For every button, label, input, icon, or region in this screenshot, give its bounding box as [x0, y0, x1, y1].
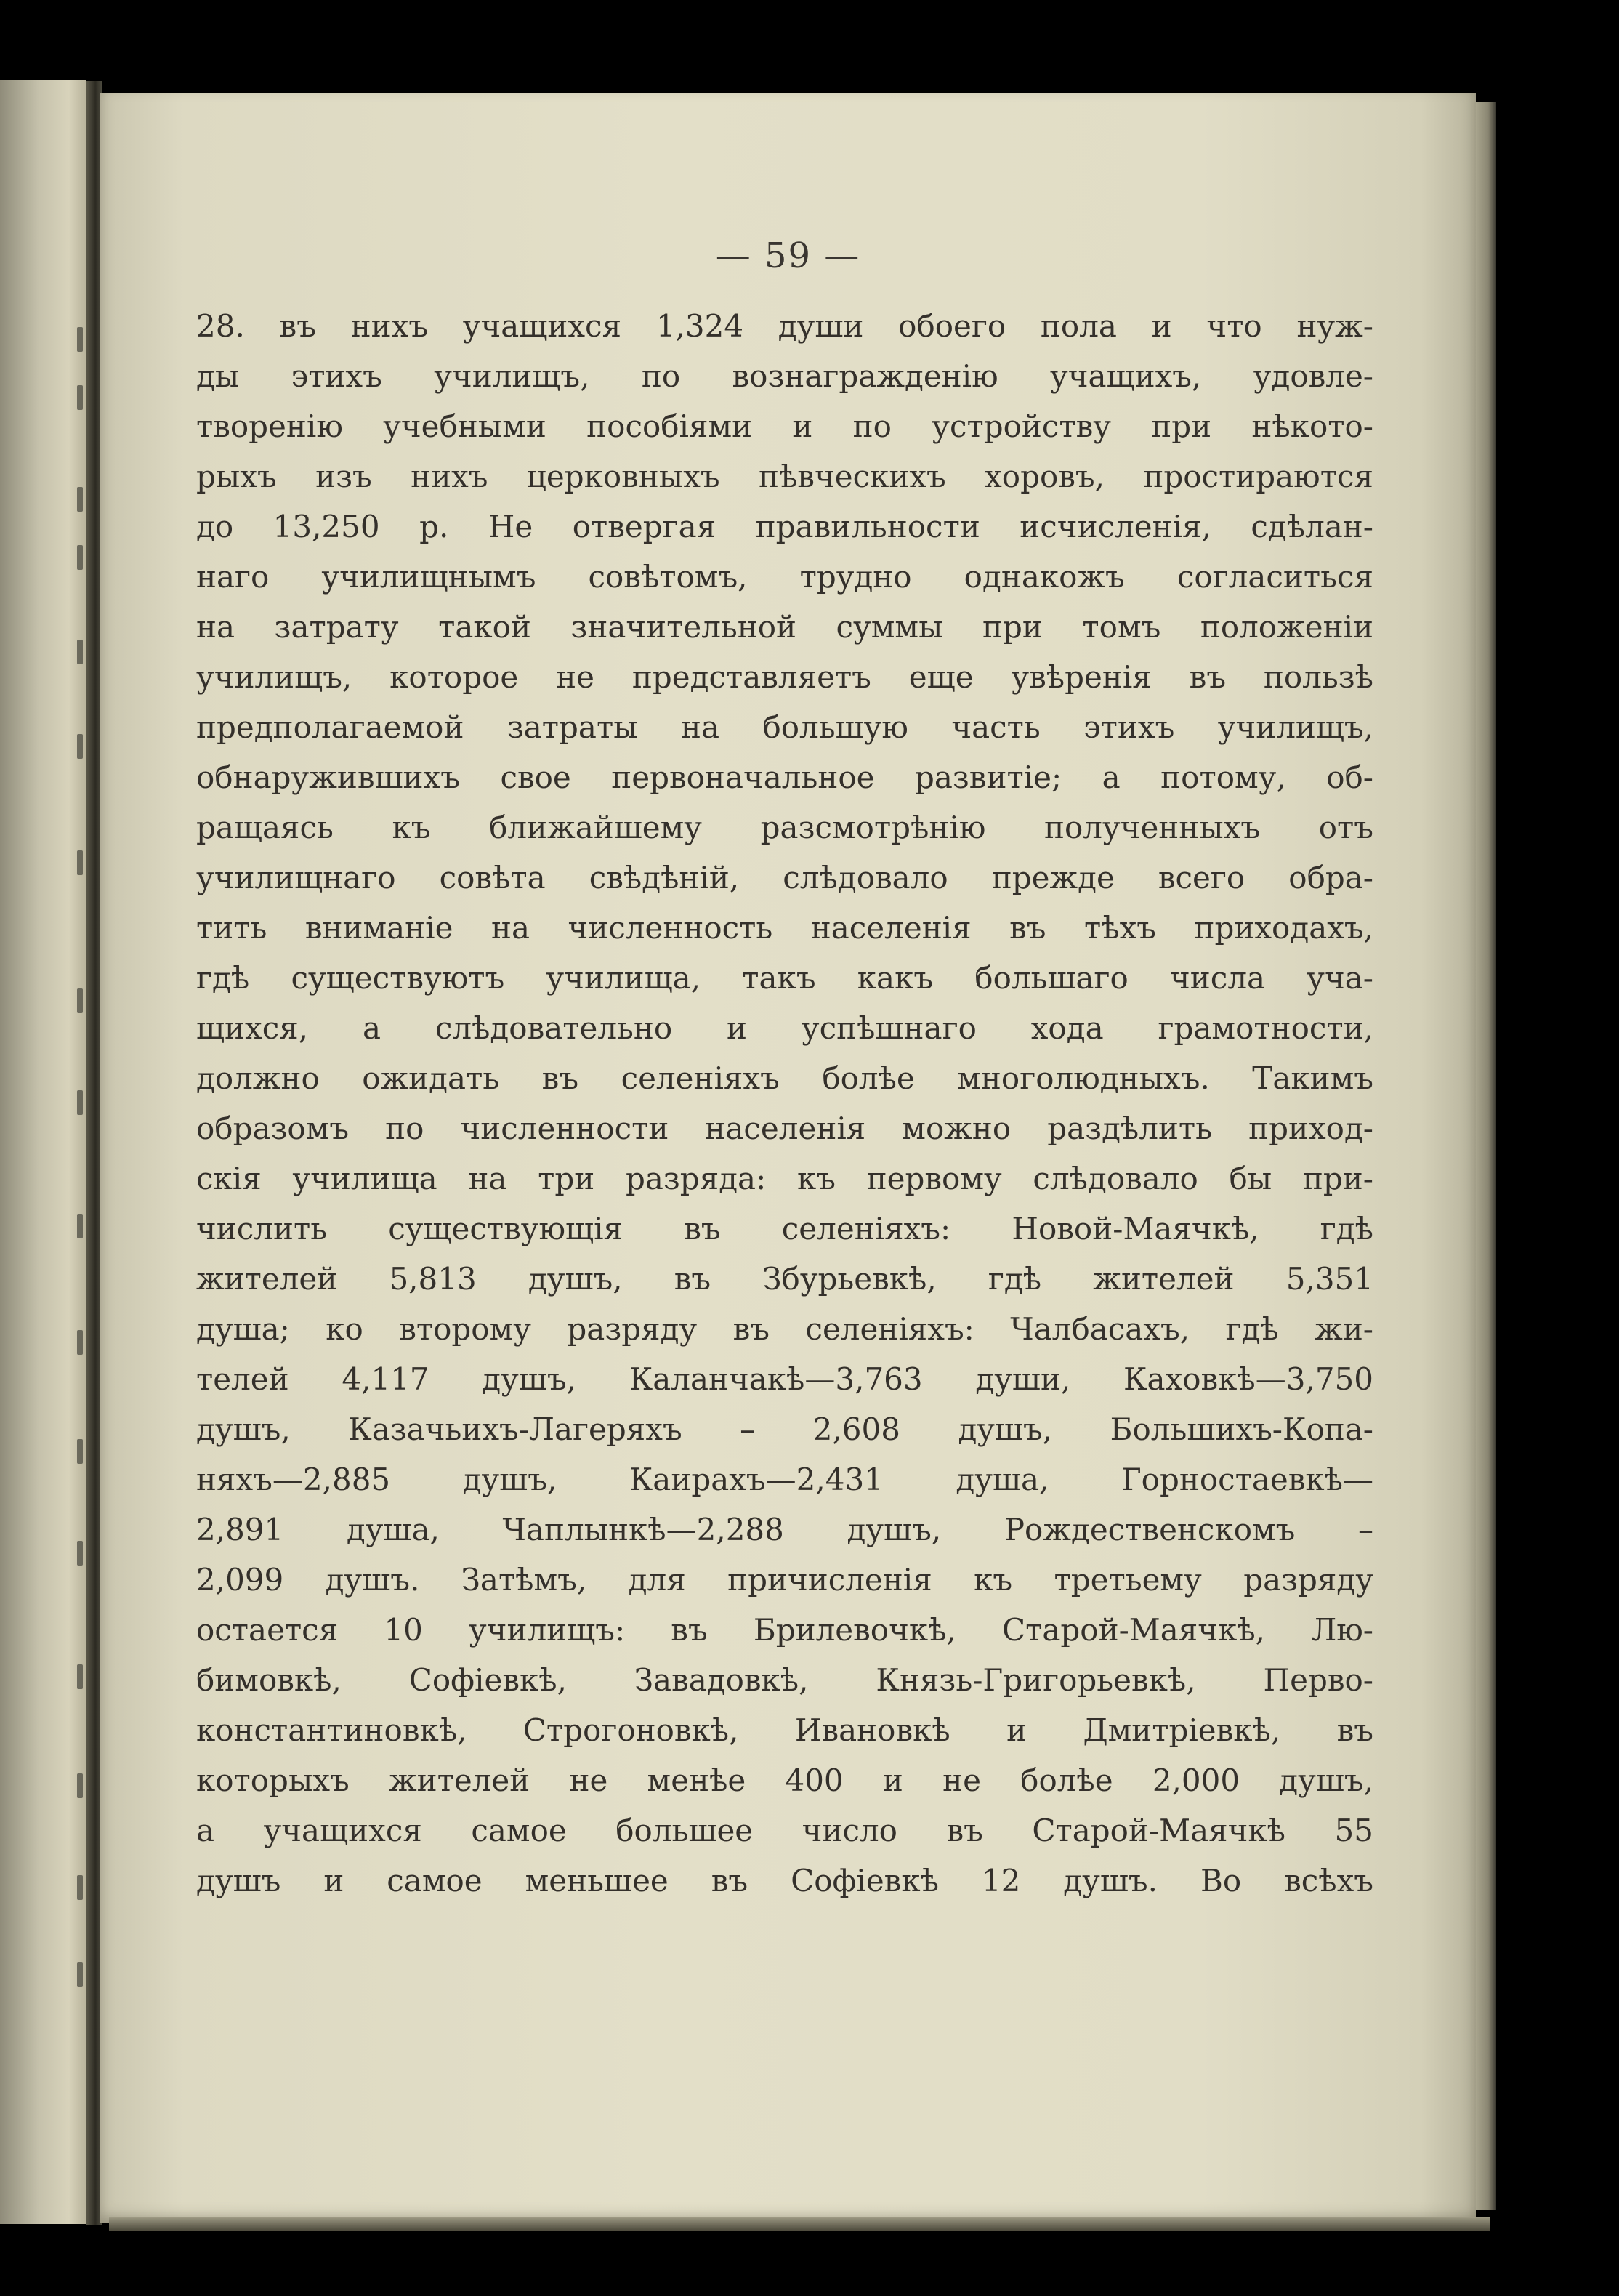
- page-number: — 59 —: [715, 235, 861, 276]
- text-line: константиновкѣ, Строгоновкѣ, Ивановкѣ и Дмитріевкѣ, въ: [196, 1712, 1373, 1748]
- text-line: душъ и самое меньшее въ Софіевкѣ 12 душъ. Во всѣхъ: [196, 1863, 1373, 1898]
- text-line: 28. въ нихъ учащихся 1,324 души обоего пола и что нуж-: [196, 308, 1373, 344]
- ghost-mark: [77, 1541, 83, 1566]
- text-line: предполагаемой затраты на большую часть этихъ училищъ,: [196, 709, 1373, 745]
- text-line: душа; ко второму разряду въ селеніяхъ: Чалбасахъ, гдѣ жи-: [196, 1311, 1373, 1347]
- text-line: 2,099 душъ. Затѣмъ, для причисленія къ третьему разряду: [196, 1562, 1373, 1598]
- ghost-mark: [77, 850, 83, 875]
- ghost-mark: [77, 640, 83, 664]
- ghost-mark: [77, 487, 83, 512]
- text-line: на затрату такой значительной суммы при томъ положеніи: [196, 609, 1373, 645]
- ghost-mark: [77, 1664, 83, 1689]
- text-line: которыхъ жителей не менѣе 400 и не болѣе 2,000 душъ,: [196, 1763, 1373, 1798]
- text-line: творенію учебными пособіями и по устройству при нѣкото-: [196, 408, 1373, 444]
- text-line: гдѣ существуютъ училища, такъ какъ большаго числа уча-: [196, 960, 1373, 996]
- text-line: телей 4,117 душъ, Каланчакѣ—3,763 души, Каховкѣ—3,750: [196, 1361, 1373, 1397]
- page-edge-right: [1476, 102, 1496, 2210]
- text-line: училищъ, которое не представляетъ еще увѣренія въ пользѣ: [196, 659, 1373, 695]
- text-line: скія училища на три разряда: къ первому слѣдовало бы при-: [196, 1161, 1373, 1196]
- book-gutter: [86, 81, 102, 2225]
- ghost-mark: [77, 385, 83, 410]
- text-line: остается 10 училищъ: въ Брилевочкѣ, Старой-Маячкѣ, Лю-: [196, 1612, 1373, 1648]
- text-line: щихся, а слѣдовательно и успѣшнаго хода грамотности,: [196, 1010, 1373, 1046]
- page-edge-bottom: [109, 2217, 1490, 2231]
- text-line: няхъ—2,885 душъ, Каирахъ—2,431 душа, Горностаевкѣ—: [196, 1462, 1373, 1497]
- ghost-mark: [77, 1773, 83, 1798]
- ghost-mark: [77, 1875, 83, 1900]
- text-line: наго училищнымъ совѣтомъ, трудно однакожъ согласиться: [196, 559, 1373, 595]
- ghost-mark: [77, 545, 83, 570]
- ghost-mark: [77, 988, 83, 1013]
- ghost-mark: [77, 1439, 83, 1464]
- page-body-text: [196, 301, 1373, 1906]
- text-line: обнаружившихъ свое первоначальное развитіе; а потому, об-: [196, 760, 1373, 795]
- text-line: училищнаго совѣта свѣдѣній, слѣдовало прежде всего обра-: [196, 860, 1373, 895]
- text-line: душъ, Казачьихъ-Лагеряхъ – 2,608 душъ, Большихъ-Копа-: [196, 1411, 1373, 1447]
- text-line: ращаясь къ ближайшему разсмотрѣнію полученныхъ отъ: [196, 810, 1373, 845]
- text-line: жителей 5,813 душъ, въ Збурьевкѣ, гдѣ жителей 5,351: [196, 1261, 1373, 1297]
- text-line: бимовкѣ, Софіевкѣ, Завадовкѣ, Князь-Григорьевкѣ, Перво-: [196, 1662, 1373, 1698]
- text-line: а учащихся самое большее число въ Старой-Маячкѣ 55: [196, 1813, 1373, 1848]
- text-line: до 13,250 р. Не отвергая правильности исчисленія, сдѣлан-: [196, 509, 1373, 544]
- ghost-mark: [77, 327, 83, 352]
- left-page-margin: [0, 80, 86, 2224]
- text-line: рыхъ изъ нихъ церковныхъ пѣвческихъ хоровъ, простираются: [196, 459, 1373, 494]
- ghost-mark: [77, 1090, 83, 1115]
- text-line: должно ожидать въ селеніяхъ болѣе многолюдныхъ. Такимъ: [196, 1060, 1373, 1096]
- ghost-mark: [77, 734, 83, 759]
- text-line: тить вниманіе на численность населенія въ тѣхъ приходахъ,: [196, 910, 1373, 946]
- ghost-mark: [77, 1962, 83, 1987]
- ghost-mark: [77, 1214, 83, 1238]
- text-line: образомъ по численности населенія можно раздѣлить приход-: [196, 1111, 1373, 1146]
- text-line: 2,891 душа, Чаплынкѣ—2,288 душъ, Рождественскомъ –: [196, 1512, 1373, 1547]
- text-line: ды этихъ училищъ, по вознагражденію учащихъ, удовле-: [196, 358, 1373, 394]
- text-line: числить существующія въ селеніяхъ: Новой-Маячкѣ, гдѣ: [196, 1211, 1373, 1246]
- page: [100, 93, 1476, 2223]
- ghost-mark: [77, 1330, 83, 1355]
